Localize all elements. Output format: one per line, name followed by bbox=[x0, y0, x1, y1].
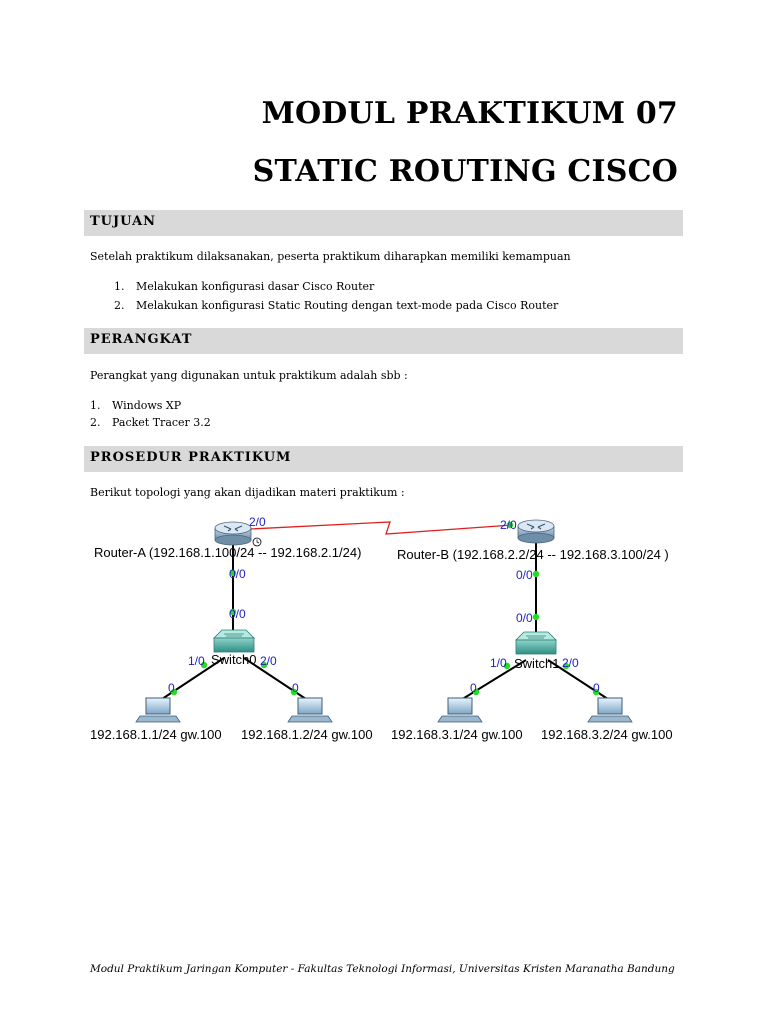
document-subtitle: STATIC ROUTING CISCO bbox=[252, 154, 678, 189]
tujuan-intro: Setelah praktikum dilaksanakan, peserta praktikum diharapkan memiliki kemampuan bbox=[90, 250, 571, 263]
switch0-port-left: 1/0 bbox=[188, 654, 205, 668]
list-text: Melakukan konfigurasi Static Routing dengan text-mode pada Cisco Router bbox=[136, 299, 559, 312]
section-header-tujuan bbox=[84, 210, 683, 236]
section-heading-prosedur: PROSEDUR PRAKTIKUM bbox=[90, 450, 292, 465]
list-number: 2. bbox=[90, 416, 101, 429]
perangkat-intro: Perangkat yang digunakan untuk praktikum adalah sbb : bbox=[90, 369, 408, 382]
link-light bbox=[533, 614, 539, 620]
switch1-icon bbox=[516, 632, 556, 654]
switch0-uplink-port: 0/0 bbox=[229, 607, 246, 621]
list-number: 2. bbox=[114, 299, 125, 312]
pc-port: 0 bbox=[168, 681, 175, 695]
section-header-perangkat bbox=[84, 328, 683, 354]
network-topology-diagram bbox=[84, 508, 684, 748]
router-b-label: Router-B (192.168.2.2/24 -- 192.168.3.100/24 ) bbox=[397, 547, 669, 562]
router-a-label: Router-A (192.168.1.100/24 -- 192.168.2.1/24) bbox=[94, 545, 362, 560]
switch1-label: Switch1 bbox=[514, 656, 560, 671]
switch1-uplink-port: 0/0 bbox=[516, 611, 533, 625]
router-b-eth-port: 0/0 bbox=[516, 568, 533, 582]
router-a-icon bbox=[215, 522, 251, 545]
list-number: 1. bbox=[90, 399, 101, 412]
pc-icon bbox=[588, 698, 632, 722]
switch1-port-right: 2/0 bbox=[562, 656, 579, 670]
section-heading-perangkat: PERANGKAT bbox=[90, 332, 193, 347]
pc-label: 192.168.1.1/24 gw.100 bbox=[90, 727, 222, 742]
router-a-serial-port: 2/0 bbox=[249, 515, 266, 529]
list-text: Packet Tracer 3.2 bbox=[112, 416, 211, 429]
switch0-label: Switch0 bbox=[211, 652, 257, 667]
router-b-serial-port: 2/0 bbox=[500, 518, 517, 532]
pc-port: 0 bbox=[292, 681, 299, 695]
document-title: MODUL PRAKTIKUM 07 bbox=[261, 96, 678, 131]
pc-icon bbox=[438, 698, 482, 722]
switch0-port-right: 2/0 bbox=[260, 654, 277, 668]
list-text: Windows XP bbox=[112, 399, 182, 412]
list-text: Melakukan konfigurasi dasar Cisco Router bbox=[136, 280, 375, 293]
serial-link bbox=[250, 522, 512, 534]
pc-icon bbox=[288, 698, 332, 722]
pc-label: 192.168.3.1/24 gw.100 bbox=[391, 727, 523, 742]
pc-port: 0 bbox=[593, 681, 600, 695]
page-footer: Modul Praktikum Jaringan Komputer - Fakultas Teknologi Informasi, Universitas Kristen Maranatha Bandung bbox=[90, 963, 675, 975]
router-a-eth-port: 0/0 bbox=[229, 567, 246, 581]
pc-icon bbox=[136, 698, 180, 722]
router-b-icon bbox=[518, 520, 554, 543]
switch0-icon bbox=[214, 630, 254, 652]
list-number: 1. bbox=[114, 280, 125, 293]
pc-label: 192.168.1.2/24 gw.100 bbox=[241, 727, 373, 742]
link-light bbox=[533, 571, 539, 577]
switch1-port-left: 1/0 bbox=[490, 656, 507, 670]
section-header-prosedur bbox=[84, 446, 683, 472]
pc-label: 192.168.3.2/24 gw.100 bbox=[541, 727, 673, 742]
pc-port: 0 bbox=[470, 681, 477, 695]
prosedur-intro: Berikut topologi yang akan dijadikan materi praktikum : bbox=[90, 486, 405, 499]
section-heading-tujuan: TUJUAN bbox=[90, 214, 157, 229]
